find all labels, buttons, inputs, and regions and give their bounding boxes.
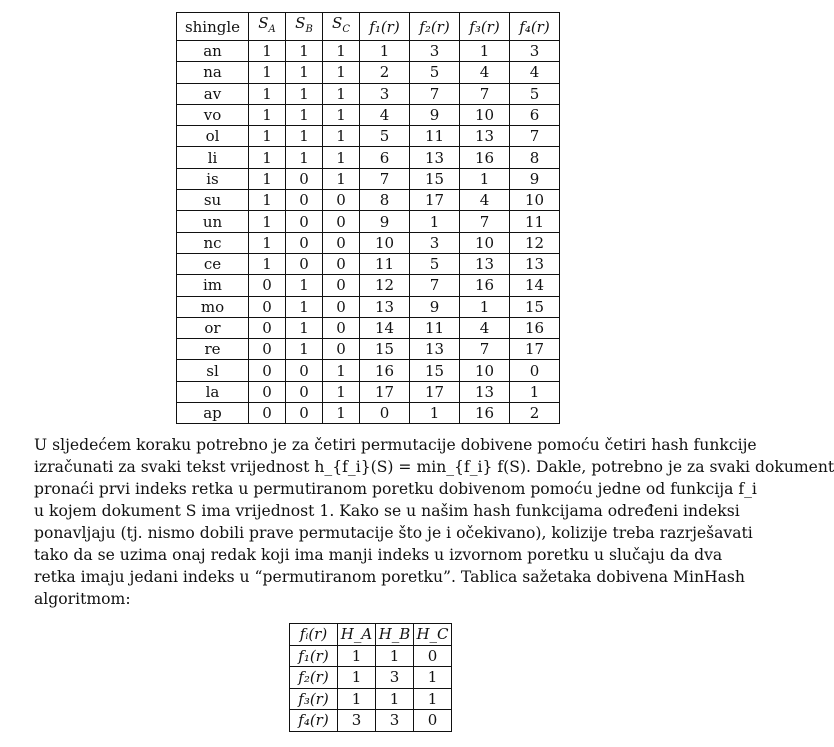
table-cell: 16 (460, 275, 510, 296)
table-cell: 7 (460, 339, 510, 360)
paragraph-line: retka imaju jedani indeks u “permutiranom poretku”. Tablica sažetaka dobivena MinHash (34, 568, 745, 586)
table-cell: 12 (360, 275, 410, 296)
table-cell: 9 (360, 211, 410, 232)
table-row (177, 147, 560, 168)
table-row (177, 360, 560, 381)
table-cell: 1 (323, 403, 360, 424)
table-row (177, 296, 560, 317)
summary-table-header (290, 624, 452, 646)
table-cell: 1 (249, 62, 286, 83)
table-row (177, 232, 560, 253)
table-cell: 0 (323, 339, 360, 360)
table-cell: 1 (249, 253, 286, 274)
table-cell: 13 (360, 296, 410, 317)
table-cell: 17 (360, 381, 410, 402)
paragraph-line: U sljedećem koraku potrebno je za četiri permutacije dobivene pomoću četiri hash funkcije (34, 436, 757, 454)
table-row (290, 688, 452, 710)
table-cell: vo (177, 104, 249, 125)
table-cell: 1 (249, 232, 286, 253)
table-cell: 1 (286, 62, 323, 83)
paragraph-line: izračunati za svaki tekst vrijednost h_{f_i}(S) = min_{f_i} f(S). Dakle, potrebno je za svaki dokument (34, 458, 834, 476)
table-row (290, 710, 452, 732)
table-cell: 1 (249, 211, 286, 232)
table-cell: 0 (323, 253, 360, 274)
table-cell: 1 (323, 83, 360, 104)
table-cell: 1 (323, 381, 360, 402)
table-cell: 2 (510, 403, 560, 424)
column-header: shingle (177, 13, 249, 41)
table-cell: re (177, 339, 249, 360)
table-cell: ce (177, 253, 249, 274)
table-cell: 7 (460, 211, 510, 232)
table-cell: 2 (360, 62, 410, 83)
table-cell: 13 (460, 126, 510, 147)
table-cell: 1 (323, 360, 360, 381)
table-cell: 0 (286, 211, 323, 232)
table-cell: 9 (510, 168, 560, 189)
table-cell: 11 (510, 211, 560, 232)
table-cell: 1 (249, 41, 286, 62)
table-cell: 13 (410, 339, 460, 360)
table-cell: 3 (410, 41, 460, 62)
table-cell: or (177, 317, 249, 338)
table-cell: 4 (510, 62, 560, 83)
table-cell: 0 (286, 168, 323, 189)
table-cell: 0 (323, 232, 360, 253)
table-cell: 9 (410, 296, 460, 317)
table-cell: su (177, 190, 249, 211)
table-cell: 1 (286, 147, 323, 168)
table-cell: 1 (249, 168, 286, 189)
table-cell: 1 (286, 41, 323, 62)
table-cell: 0 (249, 360, 286, 381)
table-cell: 1 (376, 688, 414, 710)
table-cell: 0 (249, 339, 286, 360)
table-row (177, 168, 560, 189)
table-cell: 1 (338, 667, 376, 689)
table-cell: 1 (410, 403, 460, 424)
table-cell: 1 (338, 645, 376, 667)
table-cell: 1 (410, 211, 460, 232)
table-cell: 0 (249, 275, 286, 296)
table-cell: 5 (360, 126, 410, 147)
table-cell: 16 (510, 317, 560, 338)
table-row (177, 126, 560, 147)
column-header: H_C (414, 624, 452, 646)
table-cell: an (177, 41, 249, 62)
explanation-paragraph (34, 434, 834, 610)
table-cell: 1 (323, 168, 360, 189)
table-cell: 1 (286, 83, 323, 104)
table-cell: 1 (286, 296, 323, 317)
table-cell: nc (177, 232, 249, 253)
paragraph-line: tako da se uzima onaj redak koji ima manji indeks u izvornom poretku u slučaju da dva (34, 546, 723, 564)
table-cell: 0 (249, 403, 286, 424)
column-header: $S_A$ (249, 13, 286, 41)
table-cell: 1 (460, 168, 510, 189)
table-row (177, 62, 560, 83)
table-row (177, 275, 560, 296)
column-header: f₃(r) (460, 13, 510, 41)
table-cell: 0 (323, 211, 360, 232)
table-cell: 1 (286, 104, 323, 125)
table-cell: li (177, 147, 249, 168)
table-cell: 3 (360, 83, 410, 104)
column-header: f₁(r) (360, 13, 410, 41)
table-cell: 3 (510, 41, 560, 62)
table-cell: 7 (410, 83, 460, 104)
column-header: f₂(r) (410, 13, 460, 41)
table-cell: ol (177, 126, 249, 147)
table-cell: 0 (323, 275, 360, 296)
table-cell: 8 (510, 147, 560, 168)
table-cell: 1 (323, 41, 360, 62)
table-row (177, 190, 560, 211)
table-cell: 15 (410, 168, 460, 189)
table-cell: 1 (460, 41, 510, 62)
table-cell: un (177, 211, 249, 232)
table-row (177, 83, 560, 104)
shingle-table-header (177, 13, 560, 41)
table-cell: 1 (414, 688, 452, 710)
table-cell: is (177, 168, 249, 189)
table-cell: 1 (249, 147, 286, 168)
table-cell: 1 (376, 645, 414, 667)
table-cell: 13 (510, 253, 560, 274)
table-row (290, 645, 452, 667)
column-header: fᵢ(r) (290, 624, 338, 646)
table-cell: f₄(r) (290, 710, 338, 732)
table-cell: 1 (286, 339, 323, 360)
table-cell: 1 (249, 126, 286, 147)
table-cell: 0 (323, 296, 360, 317)
table-cell: f₂(r) (290, 667, 338, 689)
table-cell: 6 (510, 104, 560, 125)
table-cell: 4 (460, 62, 510, 83)
table-cell: 1 (286, 317, 323, 338)
table-cell: 0 (286, 360, 323, 381)
table-row (177, 41, 560, 62)
table-cell: 16 (360, 360, 410, 381)
table-cell: 10 (460, 360, 510, 381)
minhash-summary-table (289, 623, 452, 732)
table-cell: 0 (414, 645, 452, 667)
table-cell: 3 (376, 710, 414, 732)
table-cell: ap (177, 403, 249, 424)
table-row (177, 104, 560, 125)
column-header: $S_B$ (286, 13, 323, 41)
column-header: H_A (338, 624, 376, 646)
table-cell: sl (177, 360, 249, 381)
table-cell: 0 (286, 253, 323, 274)
table-cell: 12 (510, 232, 560, 253)
table-cell: 6 (360, 147, 410, 168)
table-cell: 10 (460, 104, 510, 125)
table-cell: 1 (323, 126, 360, 147)
table-cell: 15 (510, 296, 560, 317)
table-cell: f₁(r) (290, 645, 338, 667)
table-cell: 17 (510, 339, 560, 360)
table-cell: 4 (460, 190, 510, 211)
table-cell: f₃(r) (290, 688, 338, 710)
table-row (177, 253, 560, 274)
table-cell: 0 (286, 232, 323, 253)
table-cell: 10 (460, 232, 510, 253)
table-cell: 1 (338, 688, 376, 710)
table-cell: 1 (286, 275, 323, 296)
table-row (177, 339, 560, 360)
paragraph-line: pronaći prvi indeks retka u permutiranom poretku dobivenom pomoću jedne od funkcija f_i (34, 480, 757, 498)
table-cell: la (177, 381, 249, 402)
table-cell: 14 (510, 275, 560, 296)
table-cell: 0 (360, 403, 410, 424)
table-cell: 16 (460, 403, 510, 424)
table-cell: 0 (249, 381, 286, 402)
table-cell: 13 (410, 147, 460, 168)
table-cell: 1 (249, 190, 286, 211)
table-cell: 11 (360, 253, 410, 274)
column-header: $S_C$ (323, 13, 360, 41)
table-cell: 17 (410, 190, 460, 211)
table-cell: 0 (510, 360, 560, 381)
table-cell: 1 (323, 104, 360, 125)
table-cell: 0 (414, 710, 452, 732)
table-cell: 1 (323, 62, 360, 83)
table-cell: av (177, 83, 249, 104)
paragraph-line: algoritmom: (34, 590, 131, 608)
table-cell: 5 (410, 62, 460, 83)
table-cell: 1 (510, 381, 560, 402)
table-cell: 3 (338, 710, 376, 732)
table-cell: 7 (410, 275, 460, 296)
table-cell: 8 (360, 190, 410, 211)
table-cell: 0 (286, 190, 323, 211)
shingle-table (176, 12, 560, 424)
table-cell: na (177, 62, 249, 83)
table-cell: 5 (510, 83, 560, 104)
table-cell: 4 (460, 317, 510, 338)
table-cell: 1 (286, 126, 323, 147)
table-cell: 13 (460, 381, 510, 402)
table-cell: 15 (410, 360, 460, 381)
table-cell: 7 (510, 126, 560, 147)
table-row (177, 317, 560, 338)
table-cell: 1 (323, 147, 360, 168)
table-cell: 10 (510, 190, 560, 211)
table-cell: 0 (249, 296, 286, 317)
table-cell: 5 (410, 253, 460, 274)
table-cell: 0 (249, 317, 286, 338)
column-header: H_B (376, 624, 414, 646)
table-cell: 0 (286, 403, 323, 424)
paragraph-line: u kojem dokument S ima vrijednost 1. Kako se u našim hash funkcijama određeni indeksi (34, 502, 740, 520)
table-row (290, 667, 452, 689)
table-cell: 3 (410, 232, 460, 253)
table-cell: 1 (414, 667, 452, 689)
paragraph-line: ponavljaju (tj. nismo dobili prave permutacije što je i očekivano), kolizije treba razrješavati (34, 524, 753, 542)
table-cell: 1 (460, 296, 510, 317)
table-row (177, 211, 560, 232)
table-cell: 1 (249, 104, 286, 125)
table-cell: 13 (460, 253, 510, 274)
table-cell: 15 (360, 339, 410, 360)
table-cell: 7 (360, 168, 410, 189)
table-cell: 0 (286, 381, 323, 402)
table-cell: 0 (323, 190, 360, 211)
column-header: f₄(r) (510, 13, 560, 41)
table-cell: im (177, 275, 249, 296)
table-cell: 9 (410, 104, 460, 125)
table-row (177, 403, 560, 424)
table-cell: 7 (460, 83, 510, 104)
table-cell: 1 (360, 41, 410, 62)
table-cell: 17 (410, 381, 460, 402)
table-cell: 1 (249, 83, 286, 104)
table-cell: 3 (376, 667, 414, 689)
table-cell: 16 (460, 147, 510, 168)
table-cell: 11 (410, 317, 460, 338)
table-cell: 0 (323, 317, 360, 338)
table-row (177, 381, 560, 402)
table-cell: mo (177, 296, 249, 317)
table-cell: 4 (360, 104, 410, 125)
table-cell: 11 (410, 126, 460, 147)
table-cell: 10 (360, 232, 410, 253)
table-cell: 14 (360, 317, 410, 338)
